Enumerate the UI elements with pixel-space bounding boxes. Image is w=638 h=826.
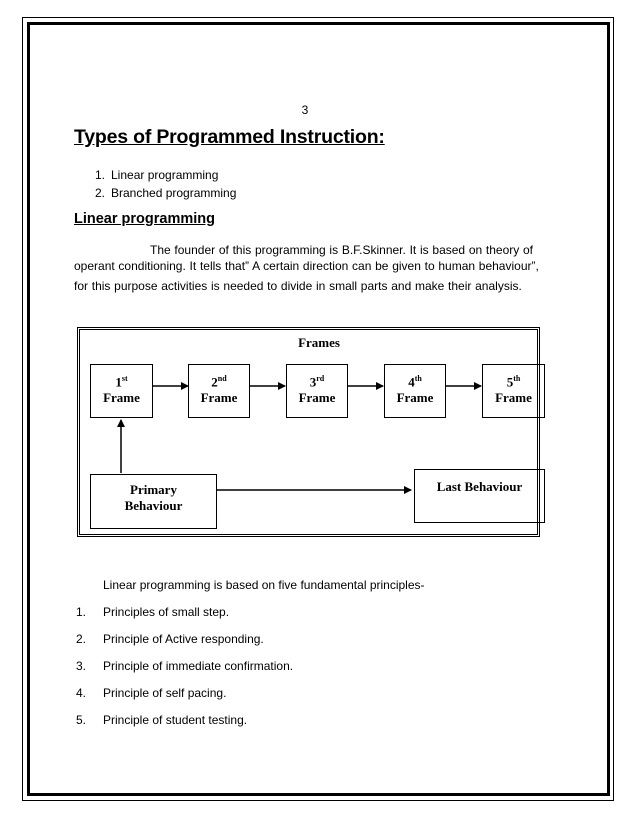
principle-number: 5. — [76, 713, 87, 727]
page-number: 3 — [301, 103, 309, 117]
frame-suffix: th — [513, 374, 521, 383]
frame-ordinal: 5 — [506, 374, 514, 390]
principle-item — [76, 605, 229, 619]
principle-label: Principle of Active responding. — [103, 632, 264, 646]
frame-box-1 — [90, 364, 153, 418]
primary-line-1: Primary — [130, 482, 177, 497]
frame-ordinal: 3 — [309, 374, 317, 390]
frame-suffix: st — [121, 374, 128, 383]
diagram-title: Frames — [298, 335, 340, 350]
frame-box-5 — [482, 364, 545, 418]
frame-word: Frame — [200, 390, 238, 406]
last-behaviour-box — [414, 469, 545, 523]
intro-line-1: The founder of this programming is B.F.Skinner. It is based on theory of — [150, 243, 533, 257]
principle-item — [76, 659, 293, 673]
list-label: Branched programming — [111, 186, 237, 200]
frame-suffix: rd — [316, 374, 325, 383]
principle-number: 4. — [76, 686, 87, 700]
frame-ordinal: 2 — [211, 374, 218, 390]
principle-item — [76, 686, 226, 700]
frame-box-2 — [188, 364, 250, 418]
list-number: 2. — [95, 186, 106, 200]
principle-number: 1. — [76, 605, 87, 619]
primary-line-2: Behaviour — [124, 498, 183, 513]
principle-number: 2. — [76, 632, 87, 646]
section-heading: Linear programming — [74, 211, 215, 227]
frame-ordinal: 1 — [115, 374, 122, 390]
list-number: 1. — [95, 168, 106, 182]
principle-label: Principle of self pacing. — [103, 686, 227, 700]
frame-suffix: nd — [217, 374, 227, 383]
frame-box-4 — [384, 364, 446, 418]
frame-word: Frame — [103, 390, 140, 406]
principle-label: Principle of immediate confirmation. — [103, 659, 294, 673]
frame-word: Frame — [298, 390, 336, 406]
principle-label: Principles of small step. — [103, 605, 230, 619]
frame-word: Frame — [396, 390, 434, 406]
primary-behaviour-box — [90, 474, 217, 529]
frame-suffix: th — [414, 374, 422, 383]
intro-line-2: operant conditioning. It tells that” A certain direction can be given to human behaviour”, — [74, 259, 539, 273]
list-label: Linear programming — [111, 168, 219, 182]
frame-ordinal: 4 — [408, 374, 415, 390]
principle-label: Principle of student testing. — [103, 713, 248, 727]
page-title: Types of Programmed Instruction: — [74, 126, 385, 148]
last-behaviour-label: Last Behaviour — [436, 479, 523, 494]
principle-item — [76, 632, 264, 646]
principle-number: 3. — [76, 659, 87, 673]
frame-word: Frame — [495, 390, 532, 406]
principles-intro: Linear programming is based on five fundamental principles- — [103, 578, 425, 592]
intro-line-3: for this purpose activities is needed to divide in small parts and make their analysis. — [74, 279, 522, 293]
frame-box-3 — [286, 364, 348, 418]
principle-item — [76, 713, 247, 727]
